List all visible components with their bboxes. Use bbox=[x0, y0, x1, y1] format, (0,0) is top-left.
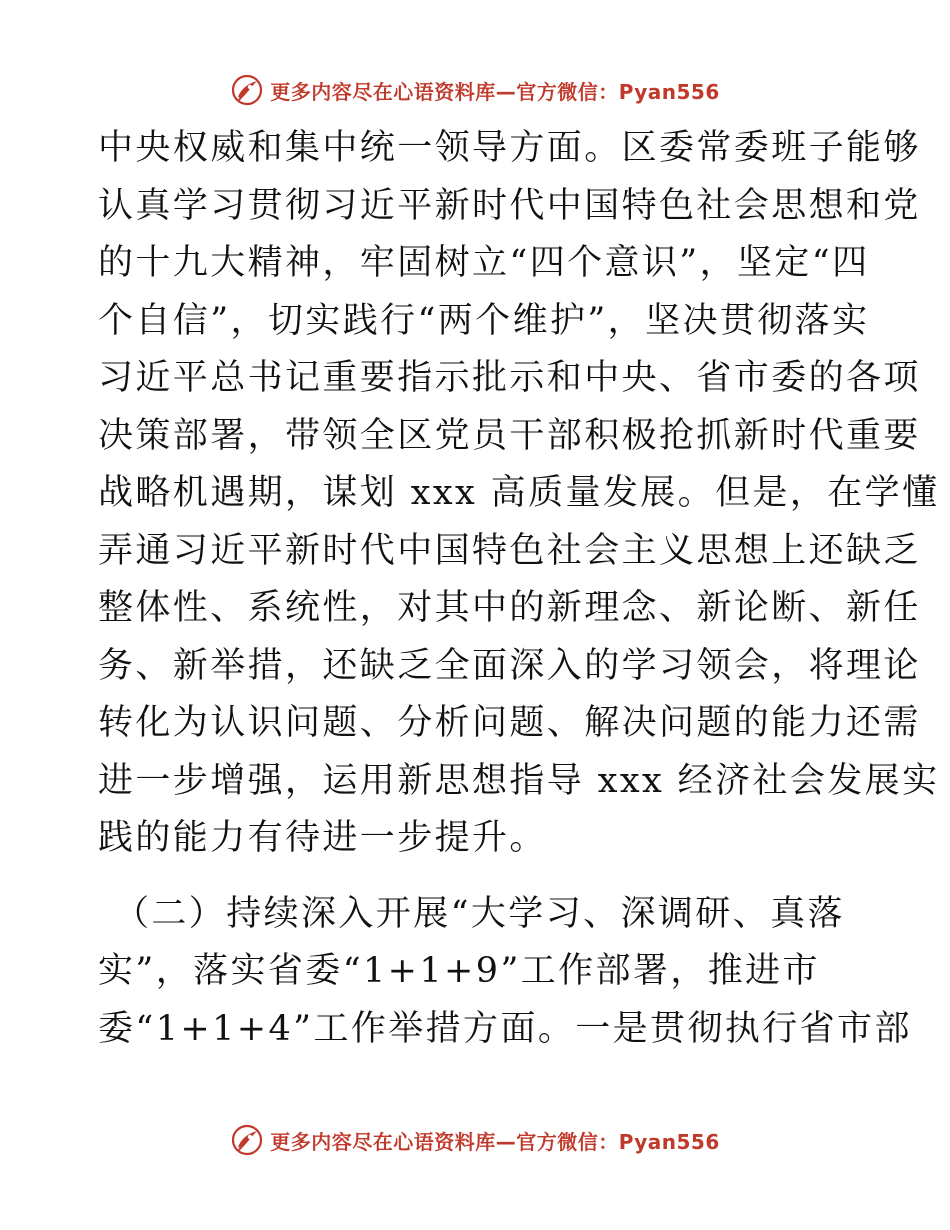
footer-watermark bbox=[0, 1120, 950, 1160]
text-line: 决策部署，带领全区党员干部积极抢抓新时代重要 bbox=[98, 415, 921, 456]
text-line: 的十九大精神，牢固树立“四个意识”，坚定“四 bbox=[98, 243, 870, 283]
text-line: 委“1+1+4”工作举措方面。一是贯彻执行省市部 bbox=[98, 1008, 912, 1049]
text-line: 中央权威和集中统一领导方面。区委常委班子能够 bbox=[98, 128, 921, 168]
text-line: 认真学习贯彻习近平新时代中国特色社会思想和党 bbox=[98, 185, 921, 226]
header-watermark bbox=[0, 70, 950, 110]
text-line: 实”，落实省委“1+1+9”工作部署，推进市 bbox=[98, 951, 820, 991]
text-line: 习近平总书记重要指示批示和中央、省市委的各项 bbox=[98, 358, 921, 398]
section-heading-line: （二）持续深入开展“大学习、深调研、真落 bbox=[114, 893, 845, 934]
text-line: 弄通习近平新时代中国特色社会主义思想上还缺乏 bbox=[98, 530, 921, 571]
text-line: 整体性、系统性，对其中的新理念、新论断、新任 bbox=[98, 588, 921, 628]
text-line: 践的能力有待进一步提升。 bbox=[98, 818, 547, 858]
pen-logo-icon bbox=[230, 73, 264, 107]
text-line: 个自信”，切实践行“两个维护”，坚决贯彻落实 bbox=[98, 300, 870, 341]
pen-logo-icon bbox=[230, 1123, 264, 1157]
document-body bbox=[98, 120, 940, 1058]
text-line: 进一步增强，运用新思想指导 xxx 经济社会发展实 bbox=[98, 760, 940, 801]
text-line: 务、新举措，还缺乏全面深入的学习领会，将理论 bbox=[98, 645, 921, 686]
watermark-text: 更多内容尽在心语资料库—官方微信：Pyan556 bbox=[270, 1129, 720, 1154]
paragraph-1 bbox=[98, 120, 940, 868]
paragraph-2 bbox=[98, 886, 912, 1059]
text-line: 战略机遇期，谋划 xxx 高质量发展。但是，在学懂 bbox=[98, 473, 940, 513]
text-line: 转化为认识问题、分析问题、解决问题的能力还需 bbox=[98, 703, 921, 743]
watermark-text: 更多内容尽在心语资料库—官方微信：Pyan556 bbox=[270, 79, 720, 104]
